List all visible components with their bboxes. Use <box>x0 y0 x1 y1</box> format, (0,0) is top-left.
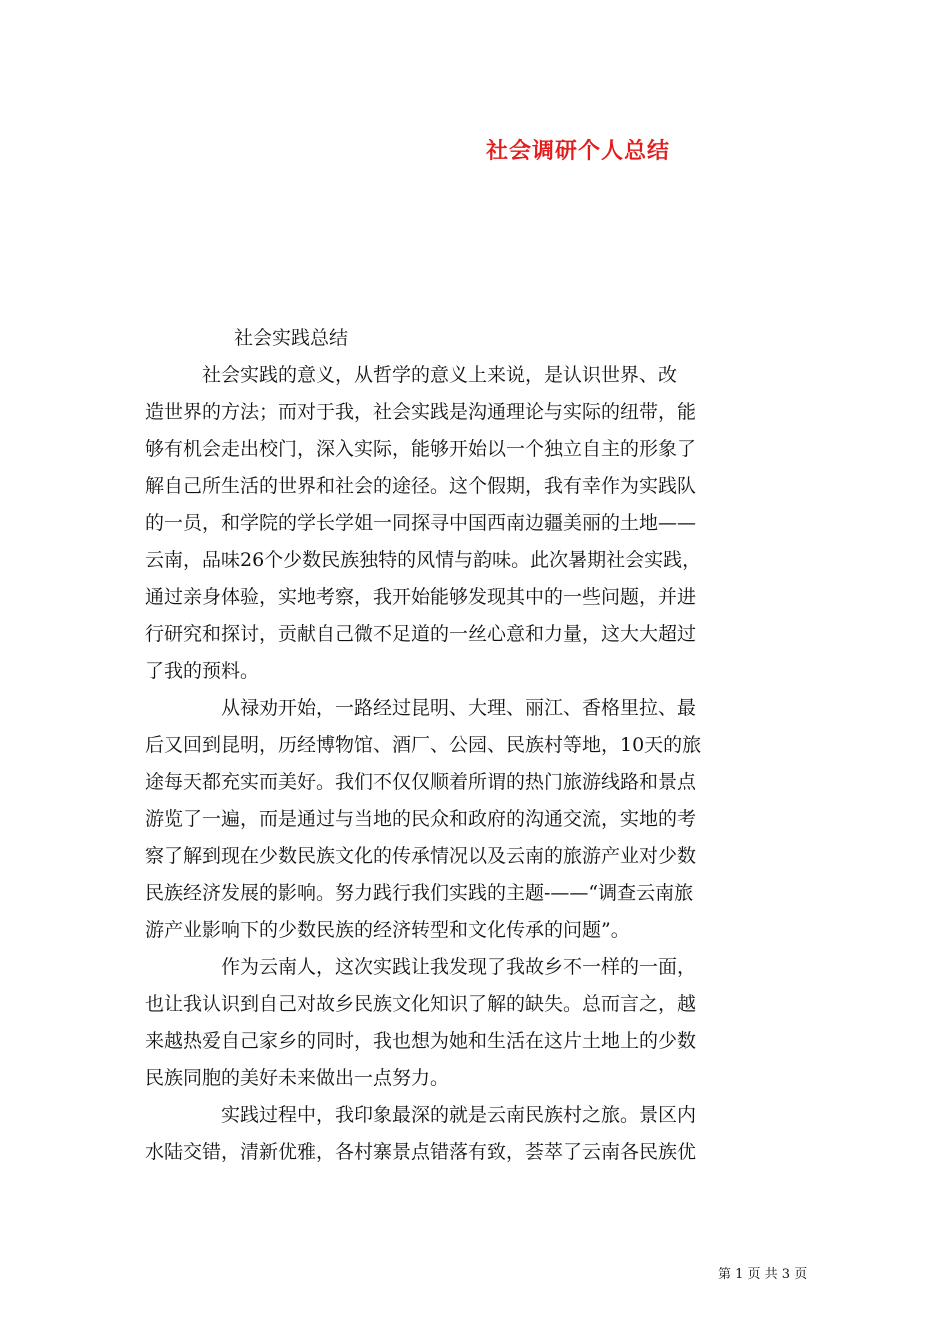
text-line: 云南，品味26个少数民族独特的风情与韵味。此次暑期社会实践， <box>145 549 702 571</box>
paragraph-4 <box>145 1097 808 1171</box>
text-line: 解自己所生活的世界和社会的途径。这个假期，我有幸作为实践队 <box>145 475 697 497</box>
text-line: 也让我认识到自己对故乡民族文化知识了解的缺失。总而言之，越 <box>145 993 697 1015</box>
text-line: 察了解到现在少数民族文化的传承情况以及云南的旅游产业对少数 <box>145 845 697 867</box>
text-line: 行研究和探讨，贡献自己微不足道的一丝心意和力量，这大大超过 <box>145 623 697 645</box>
text-line: 后又回到昆明，历经博物馆、酒厂、公园、民族村等地，10天的旅 <box>145 734 702 756</box>
text-line: 游产业影响下的少数民族的经济转型和文化传承的问题”。 <box>145 919 630 941</box>
document-body <box>145 320 808 1171</box>
text-line: 游览了一遍，而是通过与当地的民众和政府的沟通交流，实地的考 <box>145 808 697 830</box>
text-line: 造世界的方法；而对于我，社会实践是沟通理论与实际的纽带，能 <box>145 401 697 423</box>
section-heading: 社会实践总结 <box>234 327 349 349</box>
text-line: 通过亲身体验，实地考察，我开始能够发现其中的一些问题，并进 <box>145 586 697 608</box>
paragraph-3 <box>145 949 808 1097</box>
text-line: 了我的预料。 <box>145 660 260 682</box>
text-line: 从禄劝开始，一路经过昆明、大理、丽江、香格里拉、最 <box>145 697 697 719</box>
page-number: 第 1 页 共 3 页 <box>718 1267 808 1282</box>
text-line: 水陆交错，清新优雅，各村寨景点错落有致，荟萃了云南各民族优 <box>145 1141 697 1163</box>
text-line: 民族同胞的美好未来做出一点努力。 <box>145 1067 450 1089</box>
document-title: 社会调研个人总结 <box>486 138 671 164</box>
text-line: 作为云南人，这次实践让我发现了我故乡不一样的一面， <box>145 956 697 978</box>
text-line: 途每天都充实而美好。我们不仅仅顺着所谓的热门旅游线路和景点 <box>145 771 697 793</box>
paragraph-2 <box>145 690 808 949</box>
text-line: 的一员，和学院的学长学姐一同探寻中国西南边疆美丽的土地—— <box>145 512 697 534</box>
text-line: 实践过程中，我印象最深的就是云南民族村之旅。景区内 <box>145 1104 697 1126</box>
text-line: 够有机会走出校门，深入实际，能够开始以一个独立自主的形象了 <box>145 438 697 460</box>
text-line: 来越热爱自己家乡的同时，我也想为她和生活在这片土地上的少数 <box>145 1030 697 1052</box>
text-line: 社会实践的意义，从哲学的意义上来说，是认识世界、改 <box>145 364 678 386</box>
paragraph-1 <box>145 357 808 690</box>
text-line: 民族经济发展的影响。努力践行我们实践的主题-——“调查云南旅 <box>145 882 694 904</box>
